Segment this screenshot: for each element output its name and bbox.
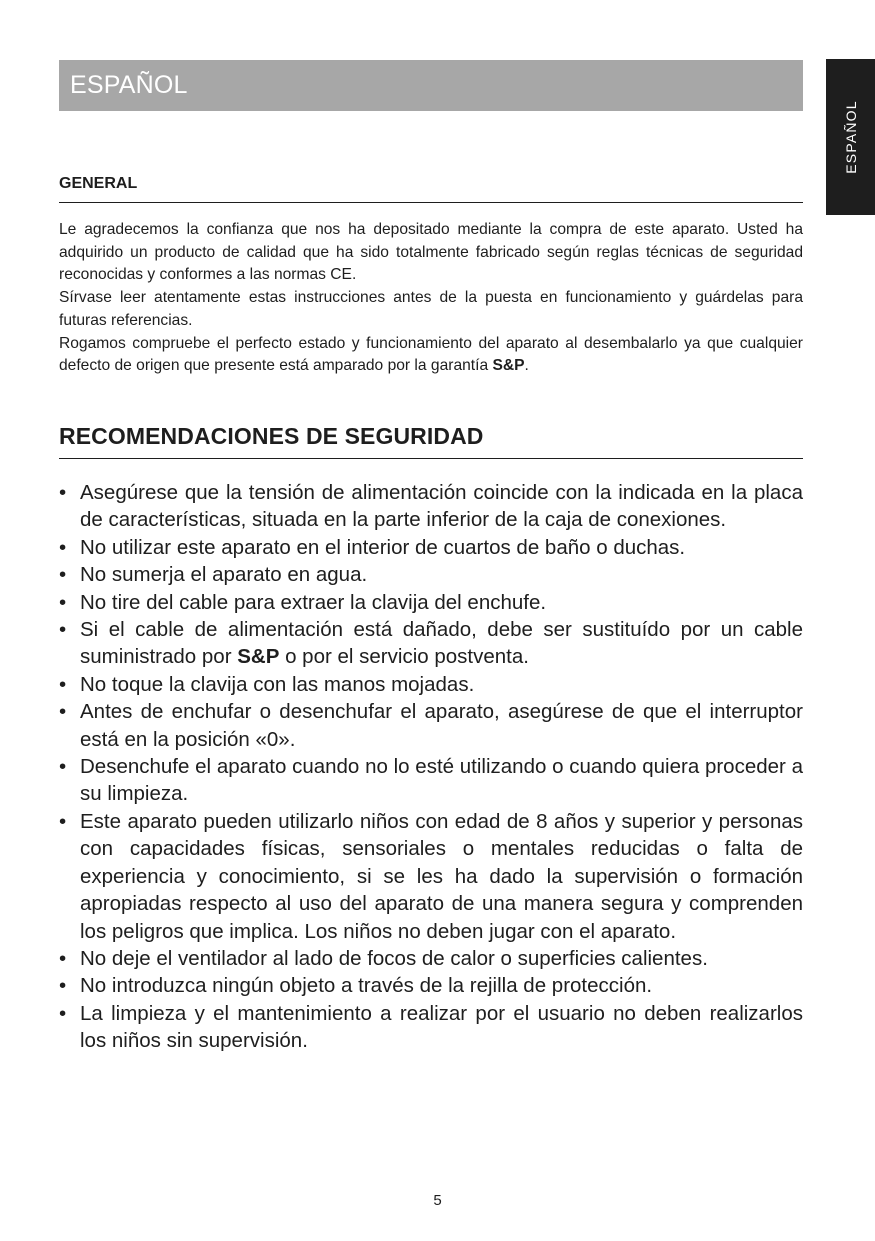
intro-paragraph: Sírvase leer atentamente estas instrucciones antes de la puesta en funcionamiento y guárdelas para futuras referencias. bbox=[59, 289, 803, 329]
general-heading: GENERAL bbox=[59, 175, 138, 192]
brand-name: S&P bbox=[237, 645, 280, 669]
bullet-icon: • bbox=[59, 672, 67, 696]
safety-item: • La limpieza y el mantenimiento a realizar por el usuario no deben realizarlos los niños sin supervisión. bbox=[59, 1001, 803, 1053]
side-tab-label: ESPAÑOL bbox=[842, 100, 859, 174]
bullet-icon: • bbox=[59, 974, 67, 998]
language-side-tab bbox=[826, 59, 875, 215]
safety-item: • No utilizar este aparato en el interior de cuartos de baño o duchas. bbox=[59, 534, 803, 561]
safety-item: • Asegúrese que la tensión de alimentación coincide con la indicada en la placa de características, situada en la parte inferior de la caja de conexiones. bbox=[59, 481, 803, 532]
safety-item: • No deje el ventilador al lado de focos de calor o superficies calientes. bbox=[59, 945, 803, 972]
bullet-icon: • bbox=[59, 946, 67, 970]
bullet-icon: • bbox=[59, 563, 67, 587]
bullet-icon: • bbox=[59, 809, 67, 833]
safety-item: • Este aparato pueden utilizarlo niños con edad de 8 años y superior y personas con capacidades físicas, sensoriales o mentales reducidas o falta de experiencia y conocimiento, si se les ha dado la supervisión o formación apropiadas respecto al uso del aparato de una manera segura y comprenden los peligros que implica. Los niños no deben jugar con el aparato. bbox=[59, 809, 803, 943]
brand-name: S&P bbox=[492, 357, 525, 375]
bullet-icon: • bbox=[59, 481, 67, 504]
safety-item: • Si el cable de alimentación está dañado, debe ser sustituído por un cable suministrado por S&P o por el servicio postventa. bbox=[59, 618, 803, 669]
safety-item: • No toque la clavija con las manos mojadas. bbox=[59, 671, 803, 698]
safety-item: • Desenchufe el aparato cuando no lo esté utilizando o cuando quiera proceder a su limpieza. bbox=[59, 755, 803, 806]
safety-divider bbox=[59, 458, 803, 459]
bullet-icon: • bbox=[59, 700, 67, 724]
general-intro bbox=[59, 219, 803, 378]
bullet-icon: • bbox=[59, 755, 67, 779]
bullet-icon: • bbox=[59, 590, 67, 614]
bullet-icon: • bbox=[59, 1001, 67, 1025]
safety-item: • No introduzca ningún objeto a través de la rejilla de protección. bbox=[59, 972, 803, 999]
language-title: ESPAÑOL bbox=[70, 71, 188, 99]
safety-item: • Antes de enchufar o desenchufar el aparato, asegúrese de que el interruptor está en la posición «0». bbox=[59, 700, 803, 751]
safety-item: • No tire del cable para extraer la clavija del enchufe. bbox=[59, 589, 803, 616]
safety-item: • No sumerja el aparato en agua. bbox=[59, 561, 803, 588]
bullet-icon: • bbox=[59, 618, 67, 642]
intro-paragraph: Rogamos compruebe el perfecto estado y funcionamiento del aparato al desembalarlo ya que cualquier defecto de origen que presente está amparado por la garantía S&P. bbox=[59, 334, 803, 375]
page-number: 5 bbox=[433, 1192, 442, 1209]
general-divider bbox=[59, 202, 803, 203]
bullet-icon: • bbox=[59, 535, 67, 559]
intro-paragraph: Le agradecemos la confianza que nos ha depositado mediante la compra de este aparato. Usted ha adquirido un producto de calidad que ha sido totalmente fabricado según reglas técnicas de seguridad reconocidas y conformes a las normas CE. bbox=[59, 221, 803, 284]
safety-heading: RECOMENDACIONES DE SEGURIDAD bbox=[59, 423, 484, 449]
language-header-bar bbox=[59, 60, 803, 111]
safety-list bbox=[59, 479, 803, 1055]
